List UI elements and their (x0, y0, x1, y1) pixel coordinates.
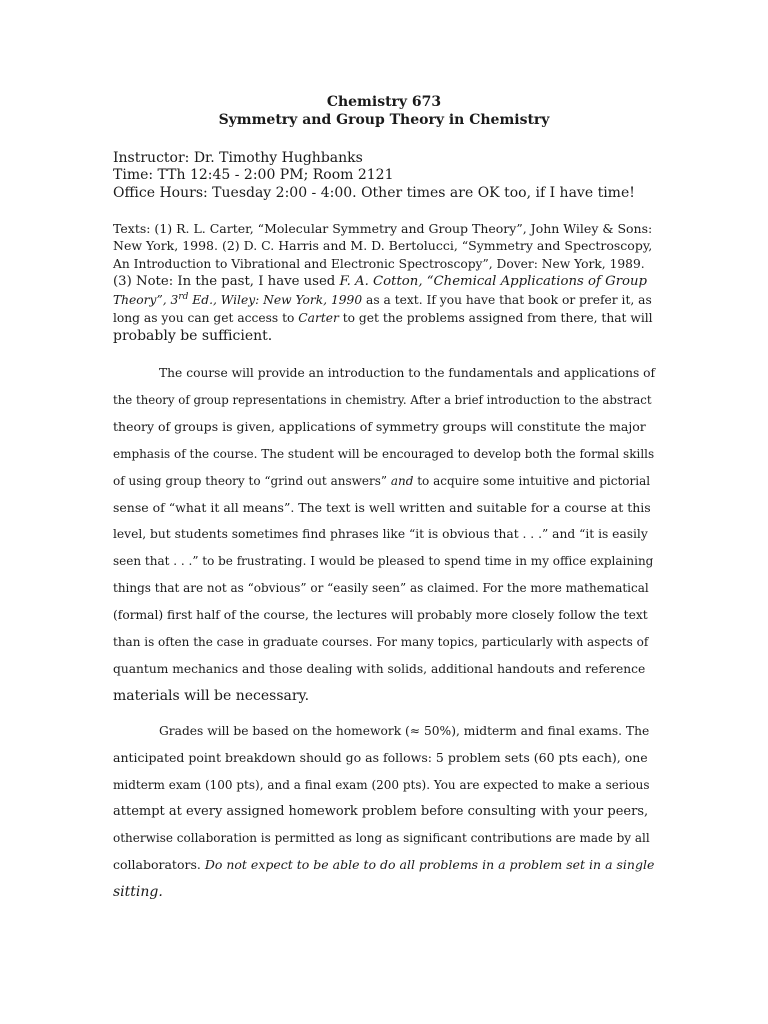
paragraph-line: quantum mechanics and those dealing with solids, additional handouts and reference (113, 662, 646, 676)
texts-note-text: to get the problems assigned from there, that will (338, 311, 653, 325)
paragraph-line: attempt at every assigned homework problem before consulting with your peers, (113, 804, 649, 819)
paragraph-line: (formal) first half of the course, the lectures will probably more closely follow the text (113, 608, 648, 622)
paragraph-line: otherwise collaboration is permitted as long as significant contributions are made by all (113, 831, 650, 845)
paragraph-line: things that are not as “obvious” or “easily seen” as claimed. For the more mathematical (113, 581, 649, 595)
texts-line (113, 309, 653, 327)
texts-line (113, 273, 647, 291)
office-hours-line: Office Hours: Tuesday 2:00 - 4:00. Other times are OK too, if I have time! (113, 185, 635, 201)
paragraph-line: emphasis of the course. The student will be encouraged to develop both the formal skills (113, 447, 655, 461)
cotton-citation: Ed., Wiley: New York, 1990 (188, 293, 363, 307)
paragraph-line (113, 856, 654, 874)
course-number: Chemistry 673 (326, 94, 442, 110)
texts-line: New York, 1998. (2) D. C. Harris and M. D. Bertolucci, “Symmetry and Spectroscopy, (113, 238, 653, 253)
texts-note-text: (3) Note: In the past, I have used (113, 274, 340, 289)
texts-note-text: as a text. If you have that book or prefer it, as (362, 293, 652, 307)
edition-superscript: rd (178, 291, 189, 302)
paragraph-line (113, 472, 650, 490)
course-title: Symmetry and Group Theory in Chemistry (218, 112, 550, 128)
emphasis-warning: Do not expect to be able to do all problems in a problem set in a single (204, 857, 655, 872)
paragraph-line: materials will be necessary. (113, 688, 310, 704)
texts-line: An Introduction to Vibrational and Electronic Spectroscopy”, Dover: New York, 1989. (113, 257, 645, 271)
paragraph-line: Grades will be based on the homework (≈ 50%), midterm and final exams. The (159, 724, 650, 738)
paragraph-line: anticipated point breakdown should go as follows: 5 problem sets (60 pts each), one (113, 750, 648, 765)
texts-line: probably be sufficient. (113, 328, 273, 344)
texts-line (113, 291, 652, 309)
emphasis-and: and (390, 474, 414, 488)
instructor-line: Instructor: Dr. Timothy Hughbanks (113, 150, 363, 166)
paragraph-text: of using group theory to “grind out answers” (113, 474, 391, 488)
carter-reference: Carter (298, 311, 339, 325)
emphasis-warning: sitting. (113, 884, 163, 900)
paragraph-line: than is often the case in graduate courses. For many topics, particularly with aspects of (113, 635, 649, 649)
paragraph-line (113, 883, 163, 901)
paragraph-line: midterm exam (100 pts), and a final exam (200 pts). You are expected to make a serious (113, 778, 650, 792)
texts-note-text: long as you can get access to (113, 311, 299, 325)
cotton-citation: Theory”, 3 (113, 293, 179, 307)
time-line: Time: TTh 12:45 - 2:00 PM; Room 2121 (113, 167, 394, 183)
paragraph-text: to acquire some intuitive and pictorial (413, 474, 651, 488)
paragraph-line: level, but students sometimes find phrases like “it is obvious that . . .” and “it is easily (113, 527, 648, 541)
paragraph-text: collaborators. (113, 857, 205, 872)
cotton-citation: F. A. Cotton, “Chemical Applications of Group (339, 274, 648, 289)
texts-line: Texts: (1) R. L. Carter, “Molecular Symmetry and Group Theory”, John Wiley & Sons: (113, 221, 653, 236)
paragraph-line: The course will provide an introduction to the fundamentals and applications of (159, 366, 656, 380)
paragraph-line: theory of groups is given, applications of symmetry groups will constitute the major (113, 419, 646, 434)
paragraph-line: sense of “what it all means”. The text is well written and suitable for a course at this (113, 500, 651, 515)
paragraph-line: seen that . . .” to be frustrating. I would be pleased to spend time in my office explaining (113, 554, 654, 568)
paragraph-line: the theory of group representations in chemistry. After a brief introduction to the abstract (113, 393, 652, 407)
